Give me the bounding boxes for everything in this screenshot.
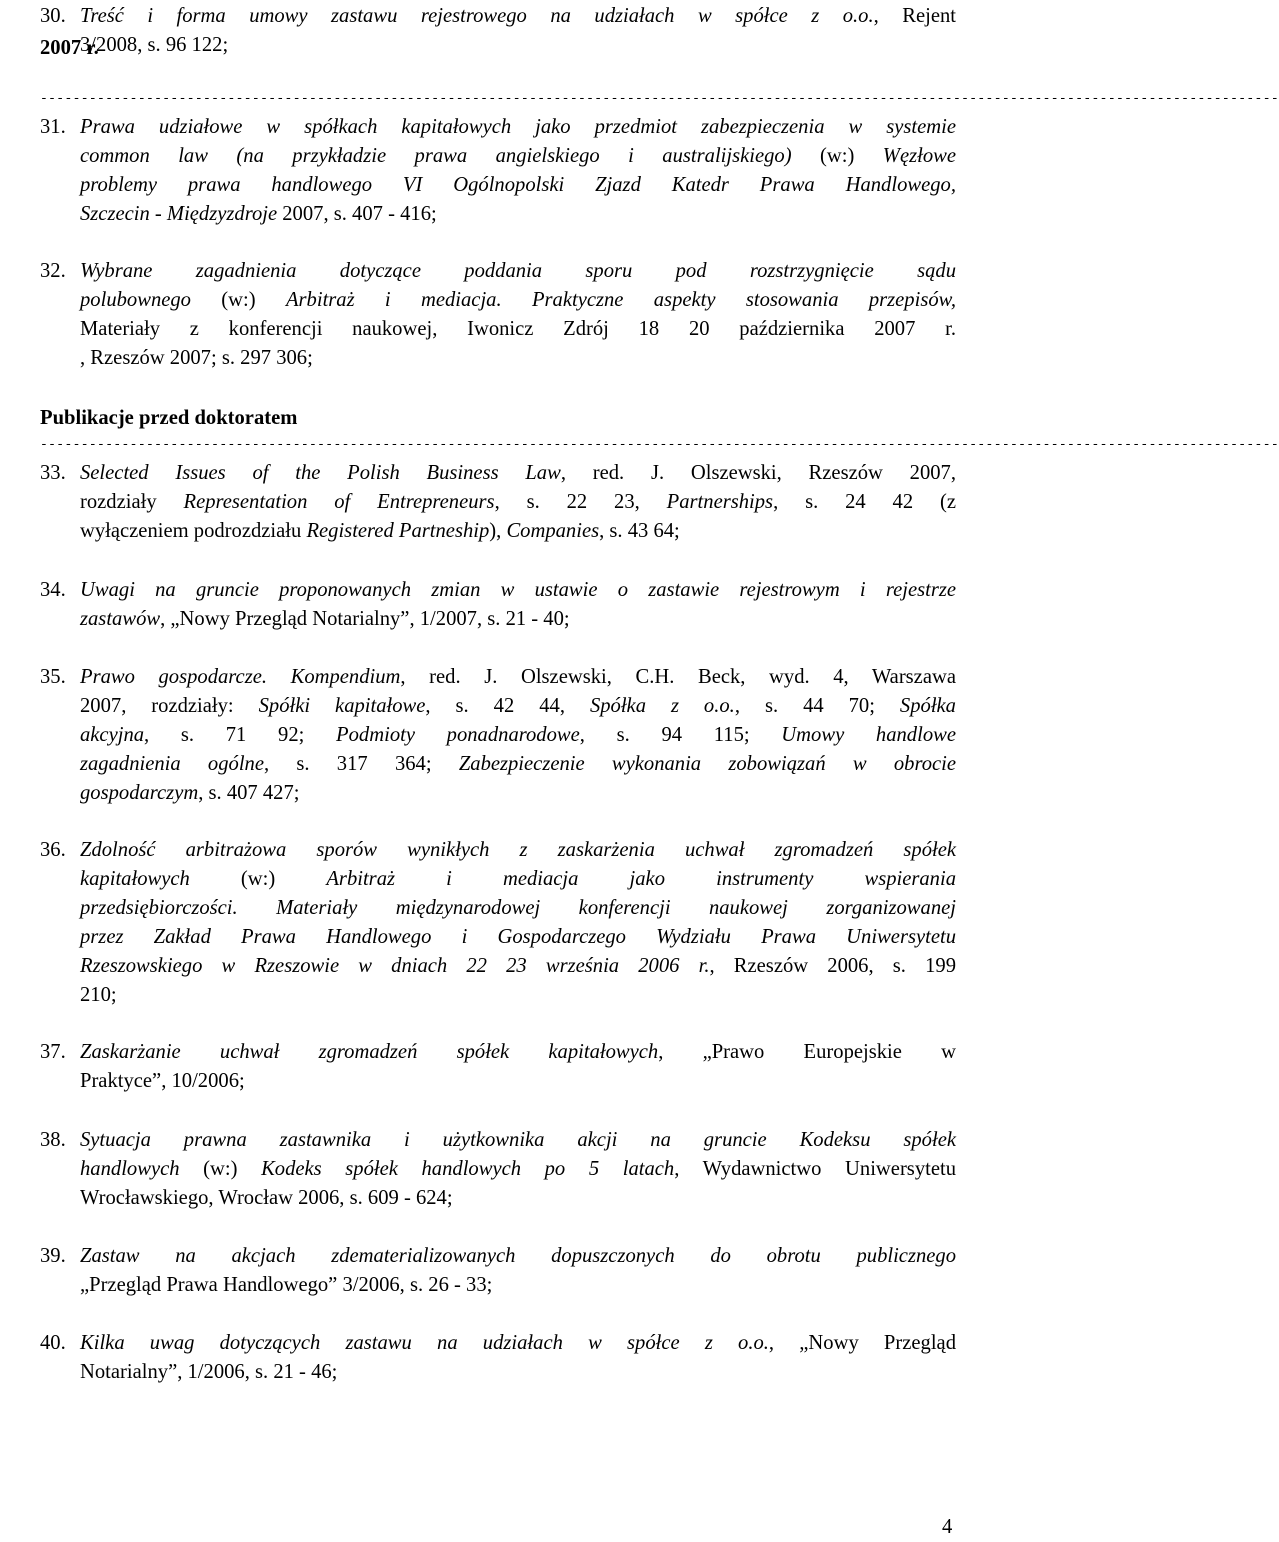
italic-text-run: kapitałowych bbox=[80, 868, 190, 890]
text-run: ), bbox=[489, 520, 507, 542]
italic-text-run: polubownego bbox=[80, 289, 191, 311]
italic-text-run: Zaskarżanie uchwał zgromadzeń spółek kapitałowych bbox=[80, 1041, 659, 1063]
text-run: , s. 317 364; bbox=[263, 753, 459, 775]
bibliography-entry-39 bbox=[40, 1242, 956, 1300]
italic-text-run: Arbitraż i mediacja jako instrumenty wspierania bbox=[326, 868, 956, 890]
text-run: 3/2008, s. 96 122; bbox=[80, 34, 229, 56]
italic-text-run: Sytuacja prawna zastawnika i użytkownika akcji na gruncie Kodeksu spółek bbox=[80, 1129, 956, 1151]
entry-text bbox=[80, 1242, 956, 1300]
text-run: , Wydawnictwo Uniwersytetu bbox=[674, 1158, 956, 1180]
bibliography-entry-34 bbox=[40, 576, 956, 634]
text-run: rozdziały bbox=[80, 491, 184, 513]
bibliography-entry-30 bbox=[40, 2, 956, 60]
entry-line bbox=[80, 1271, 956, 1300]
entry-number: 30. bbox=[40, 5, 66, 27]
italic-text-run: Partnerships bbox=[666, 491, 774, 513]
year-heading: 2007 r. bbox=[40, 37, 99, 59]
entry-line bbox=[80, 344, 956, 373]
entry-line bbox=[80, 315, 956, 344]
entry-number: 36. bbox=[40, 839, 66, 861]
text-run: (w:) bbox=[791, 145, 883, 167]
entry-line bbox=[80, 779, 956, 808]
italic-text-run: Spółka z o.o. bbox=[589, 695, 735, 717]
italic-text-run: akcyjna bbox=[80, 724, 145, 746]
text-run: , s. 43 64; bbox=[599, 520, 680, 542]
bibliography-entry-32 bbox=[40, 257, 956, 373]
italic-text-run: Zdolność arbitrażowa sporów wynikłych z zaskarżenia uchwał zgromadzeń spółek bbox=[80, 839, 956, 861]
text-run: , Rzeszów 2007; s. 297 306; bbox=[80, 347, 313, 369]
text-run: 2007, rozdziały: bbox=[80, 695, 259, 717]
bibliography-entry-36 bbox=[40, 836, 956, 1010]
entry-line bbox=[80, 1329, 956, 1358]
italic-text-run: Zastaw na akcjach zdematerializowanych dopuszczonych do obrotu publicznego bbox=[80, 1245, 956, 1267]
text-run: , s. 407 427; bbox=[198, 782, 300, 804]
italic-text-run: Zabezpieczenie wykonania zobowiązań w obrocie bbox=[458, 753, 956, 775]
entry-line bbox=[80, 488, 956, 517]
entry-text bbox=[80, 836, 956, 1010]
italic-text-run: Prawa udziałowe w spółkach kapitałowych jako przedmiot zabezpieczenia w systemie bbox=[80, 116, 956, 138]
text-run: Materiały z konferencji naukowej, Iwonicz Zdrój 18 20 października 2007 r. bbox=[80, 318, 956, 340]
entry-line bbox=[80, 142, 956, 171]
italic-text-run: Węzłowe bbox=[882, 145, 957, 167]
section-heading: Publikacje przed doktoratem bbox=[40, 407, 298, 429]
entry-number: 33. bbox=[40, 462, 66, 484]
bibliography-entry-33 bbox=[40, 459, 956, 546]
separator-line: -------------------------------------------------------------------------------------------------------------------------------------------------------- bbox=[40, 437, 1279, 452]
bibliography-entry-40 bbox=[40, 1329, 956, 1387]
italic-text-run: Podmioty ponadnarodowe bbox=[336, 724, 580, 746]
entry-number: 39. bbox=[40, 1245, 66, 1267]
entry-line bbox=[80, 721, 956, 750]
bibliography-entry-37 bbox=[40, 1038, 956, 1096]
entry-line bbox=[80, 692, 956, 721]
italic-text-run: handlowych bbox=[80, 1158, 180, 1180]
page-number: 4 bbox=[942, 1516, 953, 1538]
text-run: „Przegląd Prawa Handlowego” 3/2006, s. 26 - 33; bbox=[80, 1274, 493, 1296]
text-run: (w:) bbox=[189, 868, 327, 890]
entry-line bbox=[80, 1155, 956, 1184]
entry-line bbox=[80, 459, 956, 488]
text-run: , red. J. Olszewski, C.H. Beck, wyd. 4, Warszawa bbox=[400, 666, 956, 688]
text-run: 2007, s. 407 - 416; bbox=[277, 203, 437, 225]
text-run: , Rzeszów 2006, s. 199 bbox=[709, 955, 956, 977]
entry-line bbox=[80, 286, 956, 315]
text-run: , s. 22 23, bbox=[494, 491, 667, 513]
italic-text-run: Uwagi na gruncie proponowanych zmian w ustawie o zastawie rejestrowym i rejestrze bbox=[80, 579, 956, 601]
entry-number: 34. bbox=[40, 579, 66, 601]
entry-line bbox=[80, 1242, 956, 1271]
text-run: (w:) bbox=[179, 1158, 262, 1180]
entry-line bbox=[80, 923, 956, 952]
entry-line bbox=[80, 1358, 956, 1387]
entry-text bbox=[80, 1038, 956, 1096]
italic-text-run: problemy prawa handlowego VI Ogólnopolski Zjazd Katedr Prawa Handlowego, bbox=[80, 174, 956, 196]
entry-line bbox=[80, 1126, 956, 1155]
entry-line bbox=[80, 200, 956, 229]
entry-line bbox=[80, 981, 956, 1010]
text-run: 210; bbox=[80, 984, 117, 1006]
italic-text-run: Szczecin - Międzyzdroje bbox=[80, 203, 278, 225]
italic-text-run: Rzeszowskiego w Rzeszowie w dniach 22 23 września 2006 r. bbox=[80, 955, 710, 977]
entry-line bbox=[80, 576, 956, 605]
entry-text bbox=[80, 1329, 956, 1387]
entry-text bbox=[80, 576, 956, 634]
entry-text bbox=[80, 113, 956, 229]
italic-text-run: Kodeks spółek handlowych po 5 latach bbox=[261, 1158, 675, 1180]
entry-line bbox=[80, 113, 956, 142]
italic-text-run: Selected Issues of the Polish Business Law bbox=[80, 462, 561, 484]
italic-text-run: Spółka bbox=[899, 695, 956, 717]
italic-text-run: common law (na przykładzie prawa angielskiego i australijskiego) bbox=[80, 145, 792, 167]
text-run: wyłączeniem podrozdziału bbox=[80, 520, 307, 542]
entry-number: 40. bbox=[40, 1332, 66, 1354]
italic-text-run: Companies bbox=[506, 520, 600, 542]
entry-number: 32. bbox=[40, 260, 66, 282]
entry-line bbox=[80, 836, 956, 865]
entry-line bbox=[80, 1067, 956, 1096]
entry-text bbox=[80, 1126, 956, 1213]
italic-text-run: gospodarczym bbox=[80, 782, 199, 804]
entry-number: 38. bbox=[40, 1129, 66, 1151]
italic-text-run: Prawo gospodarcze. Kompendium bbox=[80, 666, 401, 688]
entry-line bbox=[80, 517, 956, 546]
bibliography-entry-35 bbox=[40, 663, 956, 808]
italic-text-run: Wybrane zagadnienia dotyczące poddania sporu pod rozstrzygnięcie sądu bbox=[80, 260, 956, 282]
text-run: Notarialny”, 1/2006, s. 21 - 46; bbox=[80, 1361, 338, 1383]
italic-text-run: Treść i forma umowy zastawu rejestrowego na udziałach w spółce z o.o. bbox=[80, 5, 874, 27]
entry-text bbox=[80, 459, 956, 546]
italic-text-run: Representation of Entrepreneurs bbox=[183, 491, 495, 513]
italic-text-run: Arbitraż i mediacja. Praktyczne aspekty stosowania przepisów, bbox=[285, 289, 956, 311]
italic-text-run: przez Zakład Prawa Handlowego i Gospodarczego Wydziału Prawa Uniwersytetu bbox=[80, 926, 956, 948]
entry-line bbox=[80, 2, 956, 31]
entry-line bbox=[80, 894, 956, 923]
entry-line bbox=[80, 257, 956, 286]
entry-line bbox=[80, 663, 956, 692]
text-run: , s. 24 42 (z bbox=[773, 491, 957, 513]
entry-number: 37. bbox=[40, 1041, 66, 1063]
entry-text bbox=[80, 2, 956, 60]
bibliography-entry-31 bbox=[40, 113, 956, 229]
text-run: , „Nowy Przegląd bbox=[768, 1332, 956, 1354]
bibliography-entry-38 bbox=[40, 1126, 956, 1213]
italic-text-run: przedsiębiorczości. Materiały międzynarodowej konferencji naukowej zorganizowanej bbox=[80, 897, 956, 919]
entry-number: 31. bbox=[40, 116, 66, 138]
entry-line bbox=[80, 1184, 956, 1213]
italic-text-run: zagadnienia ogólne bbox=[80, 753, 264, 775]
entry-line bbox=[80, 865, 956, 894]
text-run: , Rejent bbox=[873, 5, 956, 27]
text-run: Wrocławskiego, Wrocław 2006, s. 609 - 624; bbox=[80, 1187, 453, 1209]
text-run: , „Prawo Europejskie w bbox=[658, 1041, 956, 1063]
italic-text-run: zastawów bbox=[80, 608, 161, 630]
entry-text bbox=[80, 663, 956, 808]
entry-text bbox=[80, 257, 956, 373]
separator-line: -------------------------------------------------------------------------------------------------------------------------------------------------------- bbox=[40, 91, 1279, 106]
text-run: (w:) bbox=[190, 289, 286, 311]
entry-number: 35. bbox=[40, 666, 66, 688]
text-run: , s. 42 44, bbox=[425, 695, 590, 717]
italic-text-run: Umowy handlowe bbox=[781, 724, 956, 746]
entry-line bbox=[80, 171, 956, 200]
italic-text-run: Spółki kapitałowe bbox=[258, 695, 426, 717]
entry-line bbox=[80, 31, 956, 60]
entry-line bbox=[80, 750, 956, 779]
text-run: , s. 94 115; bbox=[579, 724, 782, 746]
italic-text-run: Registered Partneship bbox=[306, 520, 490, 542]
text-run: Praktyce”, 10/2006; bbox=[80, 1070, 245, 1092]
entry-line bbox=[80, 952, 956, 981]
text-run: , s. 71 92; bbox=[144, 724, 337, 746]
entry-line bbox=[80, 1038, 956, 1067]
text-run: , s. 44 70; bbox=[734, 695, 900, 717]
entry-line bbox=[80, 605, 956, 634]
text-run: , red. J. Olszewski, Rzeszów 2007, bbox=[560, 462, 956, 484]
text-run: , „Nowy Przegląd Notarialny”, 1/2007, s. 21 - 40; bbox=[160, 608, 570, 630]
italic-text-run: Kilka uwag dotyczących zastawu na udziałach w spółce z o.o. bbox=[80, 1332, 769, 1354]
